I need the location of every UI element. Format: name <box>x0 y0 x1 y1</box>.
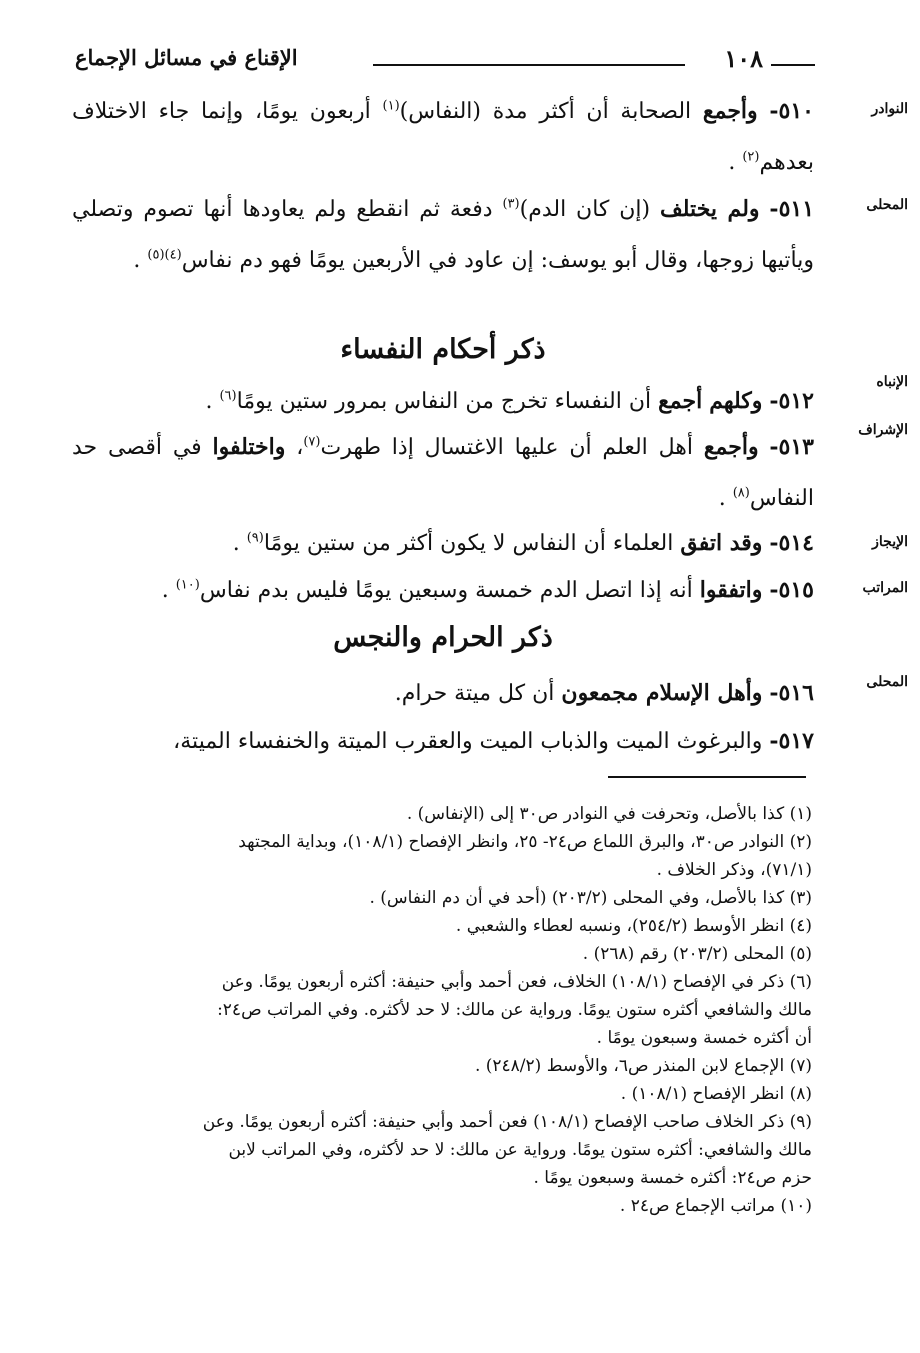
entry-text: . <box>205 389 220 414</box>
page-number: ١٠٨ <box>724 44 763 73</box>
keyword: أجمع <box>658 388 703 414</box>
footnote-line: (٨) انظر الإفصاح (١٠٨/١) . <box>620 1084 812 1104</box>
keyword: وقد اتفق <box>680 530 763 556</box>
footnote-line: (٤) انظر الأوسط (٢٥٤/٢)، ونسبه لعطاء والشعبي . <box>455 916 812 936</box>
entry-number: ٥١٣- <box>769 434 814 460</box>
footnote-ref: (٢) <box>742 149 760 165</box>
keyword: واختلفوا <box>212 434 286 460</box>
entry-514 <box>72 518 814 569</box>
footnote-line: (٣) كذا بالأصل، وفي المحلى (٢٠٣/٢) (أحد في أن دم النفاس) . <box>369 888 812 908</box>
margin-label-516: المحلى <box>866 674 908 690</box>
entry-text: العلماء أن النفاس لا يكون أكثر من ستين يومًا <box>263 531 681 556</box>
entry-text: أربعون يومًا، وإنما جاء الاختلاف بعدهم <box>72 99 814 175</box>
entry-text: ، <box>285 435 304 460</box>
margin-label-515: المراتب <box>862 580 908 596</box>
footnote-line: (٧) الإجماع لابن المنذر ص٦، والأوسط (٢٤٨/٢) . <box>474 1056 812 1076</box>
entry-511 <box>72 184 814 286</box>
entry-517 <box>72 716 814 767</box>
margin-label-511: المحلى <box>866 197 908 213</box>
entry-516 <box>72 668 814 719</box>
footnote-separator <box>608 776 806 778</box>
entry-text: الصحابة أن أكثر مدة (النفاس) <box>399 99 703 124</box>
footnote-ref: (١٠) <box>175 577 200 593</box>
entry-number: ٥١٧- <box>769 728 814 754</box>
margin-label-510: النوادر <box>871 101 908 117</box>
entry-text: (إن كان الدم) <box>519 197 660 222</box>
keyword: واتفقوا <box>699 577 763 603</box>
footnote-line: (٢) النوادر ص٣٠، والبرق اللماع ص٢٤- ٢٥، وانظر الإفصاح (١٠٨/١)، وبداية المجتهد <box>238 832 812 852</box>
keyword: وأهل الإسلام مجمعون <box>561 680 763 706</box>
entry-text: . <box>232 531 247 556</box>
footnote-line: حزم ص٢٤: أكثره خمسة وسبعون يومًا . <box>533 1168 812 1188</box>
header-rule-right <box>771 64 815 66</box>
entry-text: أن كل ميتة حرام. <box>394 681 562 706</box>
entry-510 <box>72 86 814 188</box>
footnote-line: (٩) ذكر الخلاف صاحب الإفصاح (١٠٨/١) فعن أحمد وأبي حنيفة: أكثره أربعون يومًا. وعن <box>202 1112 812 1132</box>
keyword: وكلهم <box>709 388 763 414</box>
entry-number: ٥١٠- <box>769 98 814 124</box>
section-heading: ذكر الحرام والنجس <box>333 622 553 653</box>
page-header <box>75 42 815 82</box>
entry-text: في أقصى حد النفاس <box>72 435 814 511</box>
entry-text: أن النفساء تخرج من النفاس بمرور ستين يومًا <box>236 389 659 414</box>
entry-number: ٥١٤- <box>769 530 814 556</box>
footnote-ref: (٤)(٥) <box>147 247 182 263</box>
entry-515 <box>72 565 814 616</box>
entry-text: . <box>133 248 148 273</box>
entry-text: دفعة ثم انقطع ولم يعاودها أنها تصوم وتصلي ويأتيها زوجها، وقال أبو يوسف: إن عاود في الأربعين يومًا فهو دم نفاس <box>72 197 814 273</box>
footnote-line: مالك والشافعي: أكثره ستون يومًا. ورواية عن مالك: لا حد لأكثره، وفي المراتب لابن <box>228 1140 812 1160</box>
keyword: وأجمع <box>702 98 758 124</box>
footnote-ref: (٩) <box>246 530 264 546</box>
margin-label-514: الإيجاز <box>872 534 908 550</box>
footnote-line: (١٠) مراتب الإجماع ص٢٤ . <box>619 1196 812 1216</box>
footnote-line: (١) كذا بالأصل، وتحرفت في النوادر ص٣٠ إلى (الإنفاس) . <box>406 804 812 824</box>
keyword: ولم يختلف <box>660 196 760 222</box>
entry-text: . <box>161 578 176 603</box>
footnote-ref: (١) <box>382 98 400 114</box>
entry-text: والبرغوث الميت والذباب الميت والعقرب الميتة والخنفساء الميتة، <box>173 729 770 754</box>
entry-number: ٥١٦- <box>769 680 814 706</box>
footnote-line: مالك والشافعي أكثره ستون يومًا. ورواية عن مالك: لا حد لأكثره. وفي المراتب ص٢٤: <box>217 1000 812 1020</box>
entry-512 <box>72 376 814 427</box>
entry-513 <box>72 422 814 524</box>
footnotes <box>66 800 812 1220</box>
header-rule-middle <box>373 64 685 66</box>
entry-number: ٥١٢- <box>769 388 814 414</box>
entry-text: . <box>728 150 743 175</box>
running-title: الإقناع في مسائل الإجماع <box>75 45 298 70</box>
entry-text: أهل العلم أن عليها الاغتسال إذا طهرت <box>320 435 704 460</box>
entry-number: ٥١٥- <box>769 577 814 603</box>
section-heading: ذكر أحكام النفساء <box>340 334 546 365</box>
footnote-ref: (٨) <box>732 485 750 501</box>
margin-label-513: الإشراف <box>858 422 908 438</box>
entry-text: . <box>718 486 733 511</box>
footnote-line: (٦) ذكر في الإفصاح (١٠٨/١) الخلاف، فعن أحمد وأبي حنيفة: أكثره أربعون يومًا. وعن <box>221 972 812 992</box>
entry-text: أنه إذا اتصل الدم خمسة وسبعين يومًا فليس بدم نفاس <box>199 578 700 603</box>
entry-number: ٥١١- <box>769 196 815 222</box>
footnote-ref: (٦) <box>219 388 237 404</box>
footnote-ref: (٣) <box>502 196 520 212</box>
footnote-ref: (٧) <box>303 434 321 450</box>
footnote-line: أن أكثره خمسة وسبعون يومًا . <box>596 1028 812 1048</box>
footnote-line: (٥) المحلى (٢٠٣/٢) رقم (٢٦٨) . <box>582 944 812 964</box>
keyword: وأجمع <box>703 434 759 460</box>
margin-label-512: الإنباه <box>876 374 908 390</box>
footnote-line: (٧١/١)، وذكر الخلاف . <box>656 860 812 880</box>
